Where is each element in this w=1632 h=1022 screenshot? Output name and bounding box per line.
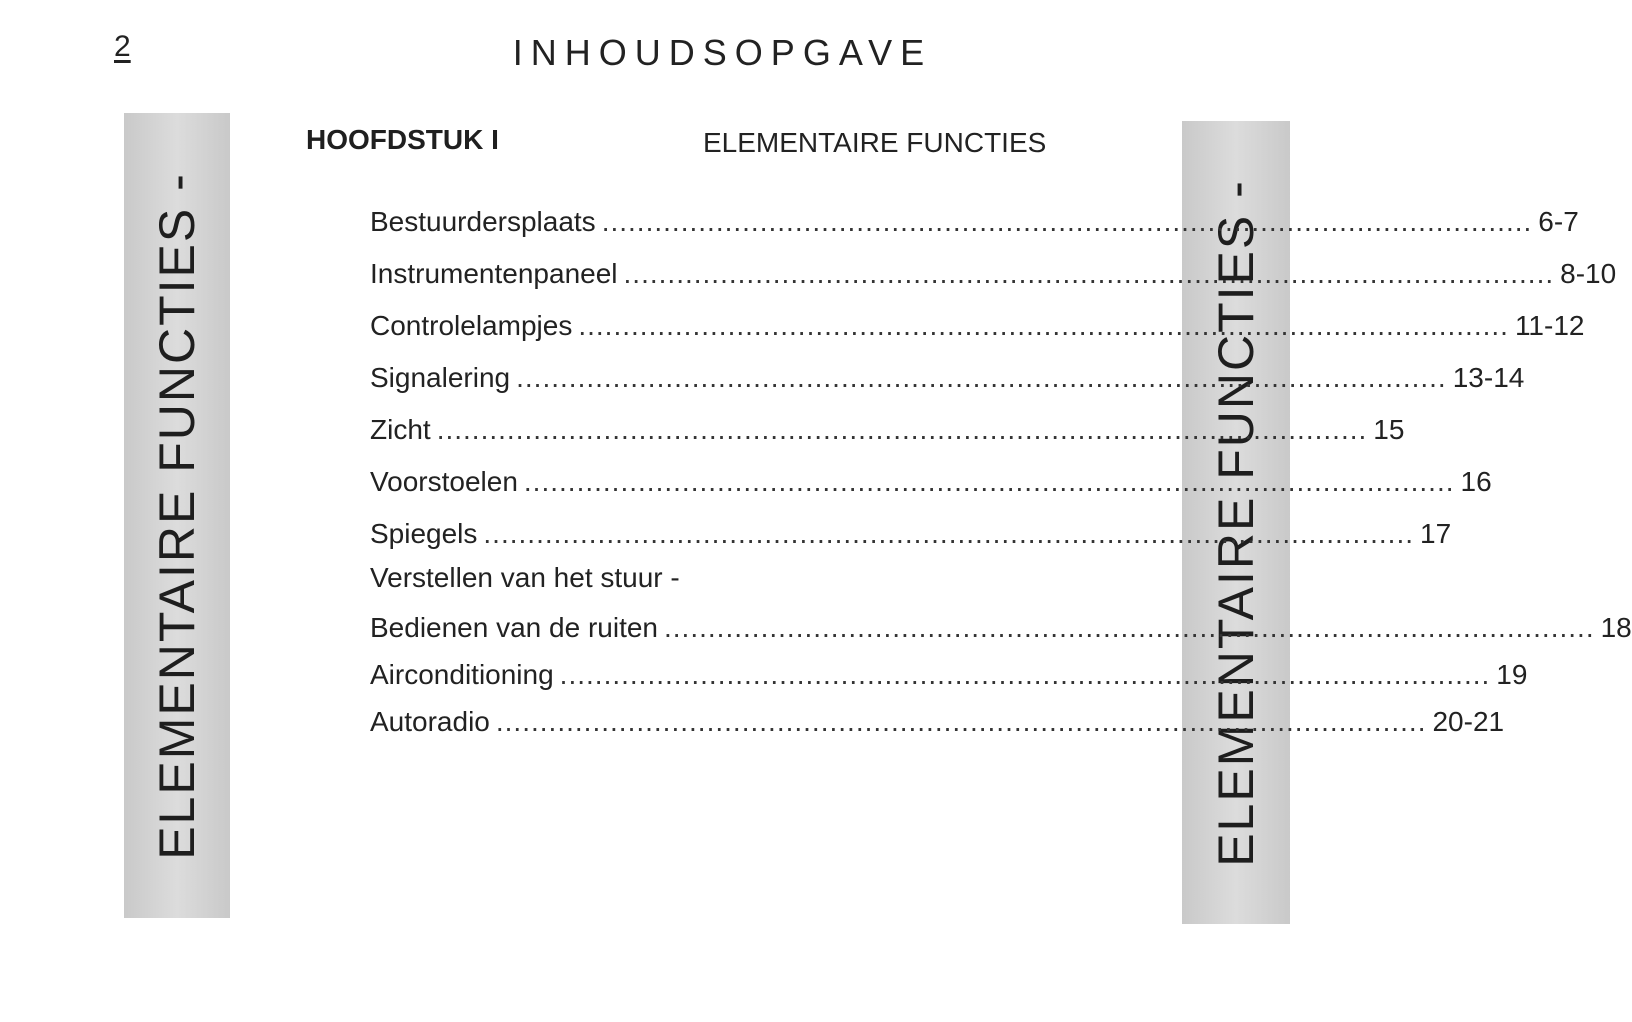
toc-row [370,698,1505,738]
toc-leader: .......................................................................................................... [516,362,1447,393]
chapter-name: ELEMENTAIRE FUNCTIES [703,127,1047,158]
toc-leader: .......................................................................................................... [623,258,1555,289]
toc-row [370,651,1528,691]
toc-pages: 17 [1420,518,1452,549]
toc-title: Zicht [370,414,431,445]
toc-leader: .......................................................................................................... [436,414,1368,445]
toc-row [370,354,1525,394]
page-title: INHOUDSOPGAVE [512,32,933,73]
toc-pages: 16 [1460,466,1492,497]
side-tab-left-text: ELEMENTAIRE FUNCTIES - [149,171,205,860]
toc-row [370,406,1405,446]
toc-line-continuation: Verstellen van het stuur - [370,562,680,593]
side-tab-left [124,113,230,918]
toc-pages: 15 [1373,414,1405,445]
toc-pages: 20-21 [1432,706,1505,737]
toc-pages: 6-7 [1538,206,1579,237]
toc-leader: .......................................................................................................... [523,466,1455,497]
toc-leader: .......................................................................................................... [495,706,1427,737]
toc-row [370,198,1579,238]
toc-pages: 19 [1496,659,1528,690]
toc-title: Controlelampjes [370,310,573,341]
toc-leader: .......................................................................................................... [578,310,1509,341]
page-number: 2 [114,30,131,63]
toc-leader: .......................................................................................................... [601,206,1533,237]
toc-title: Instrumentenpaneel [370,258,618,289]
toc-title: Spiegels [370,518,478,549]
toc-pages: 8-10 [1560,258,1617,289]
toc-pages: 18 [1600,612,1632,643]
toc-pages: 13-14 [1452,362,1525,393]
toc-leader: .......................................................................................................... [483,518,1415,549]
toc-title: Airconditioning [370,659,554,690]
toc-pages: 11-12 [1514,310,1585,341]
toc-title: Voorstoelen [370,466,518,497]
side-tab-right-text: ELEMENTAIRE FUNCTIES - [1208,178,1264,867]
toc-title: Bedienen van de ruiten [370,612,658,643]
toc-row [370,510,1452,550]
toc-row [370,250,1617,290]
toc-row [370,604,1632,644]
toc-title: Autoradio [370,706,490,737]
toc-title: Bestuurdersplaats [370,206,596,237]
toc-row [370,302,1585,342]
toc-leader: .......................................................................................................... [559,659,1491,690]
toc-row [370,458,1492,498]
chapter-label: HOOFDSTUK I [306,124,499,155]
toc-leader: .......................................................................................................... [664,612,1595,643]
toc-title: Signalering [370,362,511,393]
